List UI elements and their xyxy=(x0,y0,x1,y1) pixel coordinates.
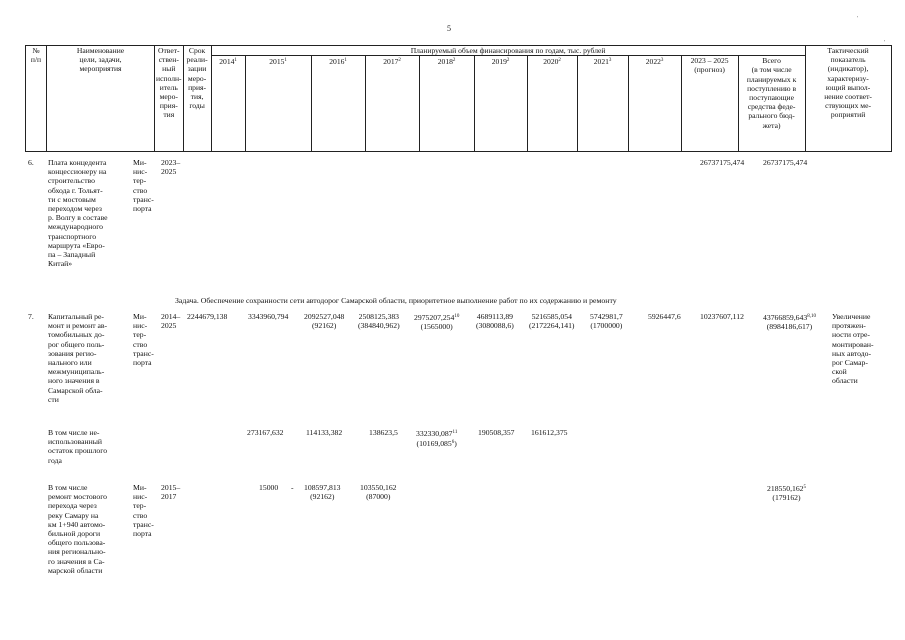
row8-name-line: общего пользова- xyxy=(48,538,106,548)
row7-sub-name-line: остаток прошлого xyxy=(48,446,108,456)
row7-2016-federal: (92162) xyxy=(312,321,337,331)
header-num-line: п/п xyxy=(30,55,42,65)
row7-name-line: межмуниципаль- xyxy=(48,367,105,377)
row7-sub-2018 xyxy=(416,428,457,448)
row6-total: 26737175,474 xyxy=(763,158,808,167)
row7-2016 xyxy=(304,312,344,330)
header-indicator-line: Тактический xyxy=(827,46,869,55)
row6-name-line: Плата концедента xyxy=(48,158,107,167)
row7-responsible-line: Ми- xyxy=(133,312,147,321)
row6-name-line: обхода г. Тольят- xyxy=(48,185,103,195)
row8-term-line: 2017 xyxy=(161,492,177,502)
row8-term xyxy=(161,483,180,501)
row8-2016-federal: (92162) xyxy=(310,492,335,502)
header-total-line: поступлению в xyxy=(747,83,797,93)
row8-name-line: км 1+940 автомо- xyxy=(48,519,106,529)
row8-total-value: 218550,162$^5$ xyxy=(767,484,807,493)
header-responsible-line: ствен- xyxy=(158,55,179,65)
header-term-line: прия- xyxy=(188,82,207,92)
row7-term-line: 2025 xyxy=(161,321,177,331)
header-name-line: цели, задачи, xyxy=(79,55,122,65)
row6-name-line: транспортного xyxy=(48,231,97,241)
row6-name-line: Китай» xyxy=(48,259,73,269)
row7-2015: 3343960,794 xyxy=(248,312,289,321)
row8-name-line: реку Самару на xyxy=(48,510,99,520)
row7-responsible xyxy=(133,312,154,367)
row7-name-line: Капитальный ре- xyxy=(48,312,104,321)
row6-term-line: 2023– xyxy=(161,158,181,167)
row7-term xyxy=(161,312,180,330)
row8-responsible-line: транс- xyxy=(133,519,154,529)
row6-responsible xyxy=(133,158,154,213)
row7-2021-value: 5742981,7 xyxy=(590,312,623,321)
header-term xyxy=(183,46,211,152)
header-total-line: планируемых к xyxy=(746,74,797,84)
row7-2017-value: 2508125,383 xyxy=(358,312,399,321)
row7-2019-value: 4689113,89 xyxy=(476,312,514,321)
row8-name-line: марской области xyxy=(48,565,103,575)
row6-name-line: маршрута «Евро- xyxy=(48,240,105,250)
row6-name-line: концессионеру на xyxy=(48,167,107,177)
row8-responsible-line: нис- xyxy=(133,492,148,502)
row7-sub-2017: 138623,5 xyxy=(369,428,398,437)
header-total-line: (в том числе xyxy=(751,65,792,75)
row6-name xyxy=(48,158,108,268)
row7-2016-value: 2092527,048 xyxy=(304,312,345,321)
row7-name-line: томобильных до- xyxy=(48,330,105,340)
row8-responsible-line: Ми- xyxy=(133,483,147,492)
row8-responsible-line: порта xyxy=(133,529,152,539)
row8-name-line: бильной дороги xyxy=(48,529,101,539)
row8-2016 xyxy=(304,483,341,501)
header-total xyxy=(738,56,805,152)
row7-responsible-line: тер- xyxy=(133,330,147,340)
header-year: 2016$^1$ xyxy=(311,56,365,152)
row8-2017-federal: (87000) xyxy=(366,492,391,502)
header-total-line: поступающие xyxy=(749,93,794,103)
header-name-line: мероприятия xyxy=(79,64,122,74)
header-forecast xyxy=(681,56,738,152)
row7-sub-2018-federal: (10169,085$^6$) xyxy=(416,439,457,449)
row6-name-line: международного xyxy=(48,222,104,232)
row7-sub-2020: 161612,375 xyxy=(531,428,568,437)
row7-sub-name-line: года xyxy=(48,455,62,465)
header-total-line: жета) xyxy=(762,120,781,130)
header-year: 2014$^1$ xyxy=(211,56,245,152)
header-indicator-line: (индикатор), xyxy=(827,64,869,74)
header-year: 2015$^1$ xyxy=(245,56,311,152)
header-year: 2021$^3$ xyxy=(577,56,628,152)
header-indicator-line: показатель xyxy=(830,55,866,65)
row7-indicator-line: ности отре- xyxy=(832,330,870,340)
header-forecast-line: 2023 – 2025 xyxy=(690,56,729,66)
page-number: 5 xyxy=(447,24,451,33)
row7-2017 xyxy=(358,312,400,330)
row7-responsible-line: нис- xyxy=(133,321,148,331)
row6-name-line: строительство xyxy=(48,176,95,186)
row6-responsible-line: ство xyxy=(133,185,148,195)
row7-2018-federal: (1565000) xyxy=(420,322,453,332)
header-table xyxy=(25,45,892,152)
row6-responsible-line: тер- xyxy=(133,176,147,186)
row6-name-line: переходом через xyxy=(48,204,102,214)
row8-2017 xyxy=(360,483,397,501)
row7-total-federal: (8984186,617) xyxy=(766,322,813,332)
row7-name-line: рог общего поль- xyxy=(48,339,105,349)
row6-responsible-line: нис- xyxy=(133,167,148,177)
row7-2018-value: 2975207,254$^{10}$ xyxy=(414,313,460,322)
row7-indicator-line: протяжен- xyxy=(832,321,866,331)
row7-2020-federal: (2172264,141) xyxy=(529,321,575,331)
row7-sub-2016: 114133,382 xyxy=(306,428,343,437)
header-responsible xyxy=(155,46,184,152)
header-responsible-line: исполн- xyxy=(156,73,182,83)
row6-name-line: ти с мостовым xyxy=(48,194,96,204)
row8-name-line: ния регионально- xyxy=(48,547,106,557)
header-indicator-line: ствующих ме- xyxy=(825,101,871,111)
header-responsible-line: тия xyxy=(163,110,175,120)
header-year: 2019$^2$ xyxy=(474,56,527,152)
row8-term-line: 2015– xyxy=(161,483,181,492)
row6-responsible-line: транс- xyxy=(133,194,154,204)
row6-num: 6. xyxy=(28,158,34,167)
row7-indicator-line: ных автодо- xyxy=(832,348,872,358)
row7-name-line: ного значения в xyxy=(48,376,100,386)
row7-2020-value: 5216585,054 xyxy=(531,312,572,321)
row6-responsible-line: порта xyxy=(133,204,152,214)
header-indicator-line: роприятий xyxy=(830,110,866,120)
header-year: 2022$^3$ xyxy=(628,56,681,152)
header-num-line: № xyxy=(32,46,40,55)
header-indicator-line: нение соответ- xyxy=(824,92,872,102)
header-term-line: зации xyxy=(187,64,207,74)
row7-2019-federal: (3080088,6) xyxy=(476,321,514,331)
header-responsible-line: итель xyxy=(159,82,178,92)
row7-sub-name xyxy=(48,428,107,465)
task-title: Задача. Обеспечение сохранности сети автодорог Самарской области, приоритетное выполнение работ по их содержанию и ремонту xyxy=(175,296,617,305)
header-year: 2020$^2$ xyxy=(527,56,577,152)
row7-responsible-line: транс- xyxy=(133,348,154,358)
row7-name-line: зования регио- xyxy=(48,348,97,358)
header-name-line: Наименование xyxy=(76,46,125,55)
row8-responsible xyxy=(133,483,154,538)
row7-term-line: 2014– xyxy=(161,312,181,321)
row7-sub-2015: 273167,632 xyxy=(247,428,284,437)
row7-total-value: 43766859,643$^{8,10}$ xyxy=(763,313,816,322)
header-indicator-line: характеризу- xyxy=(827,73,869,83)
row6-term-line: 2025 xyxy=(161,167,177,177)
header-term-line: Срок xyxy=(188,46,206,55)
header-term-line: годы xyxy=(189,101,205,111)
header-responsible-line: Ответ- xyxy=(158,46,180,55)
header-responsible-line: меро- xyxy=(159,92,178,102)
row7-responsible-line: ство xyxy=(133,339,148,349)
header-term-line: тия, xyxy=(190,92,204,102)
row7-total xyxy=(763,312,816,331)
row8-name-line: В том числе xyxy=(48,483,88,492)
row7-name-line: Самарской обла- xyxy=(48,385,103,395)
row8-name-line: го значения в Са- xyxy=(48,556,105,566)
header-responsible-line: ный xyxy=(162,64,176,74)
row7-2018 xyxy=(414,312,459,331)
scan-speck: ' xyxy=(857,16,859,22)
row7-indicator-line: Увеличение xyxy=(832,312,871,321)
row7-forecast: 10237607,112 xyxy=(700,312,744,321)
header-forecast-line: (прогноз) xyxy=(694,65,725,75)
row7-indicator-line: ской xyxy=(832,367,847,377)
row6-term xyxy=(161,158,180,176)
row6-forecast: 26737175,474 xyxy=(700,158,745,167)
row7-name-line: монт и ремонт ав- xyxy=(48,321,108,331)
row8-name xyxy=(48,483,107,575)
row7-responsible-line: порта xyxy=(133,358,152,368)
header-total-line: средства феде- xyxy=(747,102,796,112)
row6-name-line: р. Волгу в составе xyxy=(48,213,108,223)
row7-2022: 5926447,6 xyxy=(648,312,681,321)
row7-indicator-line: области xyxy=(832,376,858,386)
header-plan-title: Планируемый объем финансирования по годам, тыс. рублей xyxy=(211,46,805,56)
row8-responsible-line: тер- xyxy=(133,501,147,511)
row7-2014: 2244679,138 xyxy=(187,312,228,321)
row7-2021 xyxy=(590,312,623,330)
row8-name-line: ремонт мостового xyxy=(48,492,107,502)
row7-sub-2018-value: 332330,087$^{11}$ xyxy=(416,429,458,438)
row7-sub-2019: 190508,357 xyxy=(478,428,515,437)
row7-2020 xyxy=(529,312,574,330)
row7-indicator xyxy=(832,312,874,386)
header-term-line: реали- xyxy=(186,55,208,65)
header-indicator xyxy=(805,46,891,152)
row8-2017-value: 103550,162 xyxy=(360,483,397,492)
row7-2017-federal: (384840,962) xyxy=(358,321,400,331)
row7-name-line: нального или xyxy=(48,358,92,368)
row8-2016-value: 108597,813 xyxy=(304,483,341,492)
row7-indicator-line: монтирован- xyxy=(832,339,874,349)
header-num xyxy=(26,46,47,152)
header-term-line: меро- xyxy=(187,73,207,83)
row7-indicator-line: рог Самар- xyxy=(832,358,868,368)
header-name xyxy=(47,46,155,152)
row6-name-line: па – Западный xyxy=(48,250,96,260)
scan-speck: ' xyxy=(884,40,886,46)
row7-num: 7. xyxy=(28,312,34,321)
header-total-line: рального бюд- xyxy=(748,111,795,121)
row8-name-line: перехода через xyxy=(48,501,97,511)
row8-total xyxy=(767,483,806,502)
row6-responsible-line: Ми- xyxy=(133,158,147,167)
row7-2021-federal: (1700000) xyxy=(590,321,623,331)
row8-total-federal: (179162) xyxy=(772,493,801,503)
header-year: 2017$^2$ xyxy=(365,56,419,152)
row8-2015-dash: - xyxy=(291,483,294,492)
row7-name-line: сти xyxy=(48,394,59,404)
row8-responsible-line: ство xyxy=(133,510,148,520)
row7-name xyxy=(48,312,107,404)
header-responsible-line: прия- xyxy=(159,101,178,111)
header-total-line: Всего xyxy=(762,56,781,66)
row7-sub-name-line: использованный xyxy=(48,437,103,447)
row7-sub-name-line: В том числе не- xyxy=(48,428,100,437)
header-indicator-line: ющий выпол- xyxy=(825,82,871,92)
row7-2019 xyxy=(476,312,514,330)
row8-2015: 15000 xyxy=(259,483,279,492)
header-year: 2018$^2$ xyxy=(419,56,474,152)
